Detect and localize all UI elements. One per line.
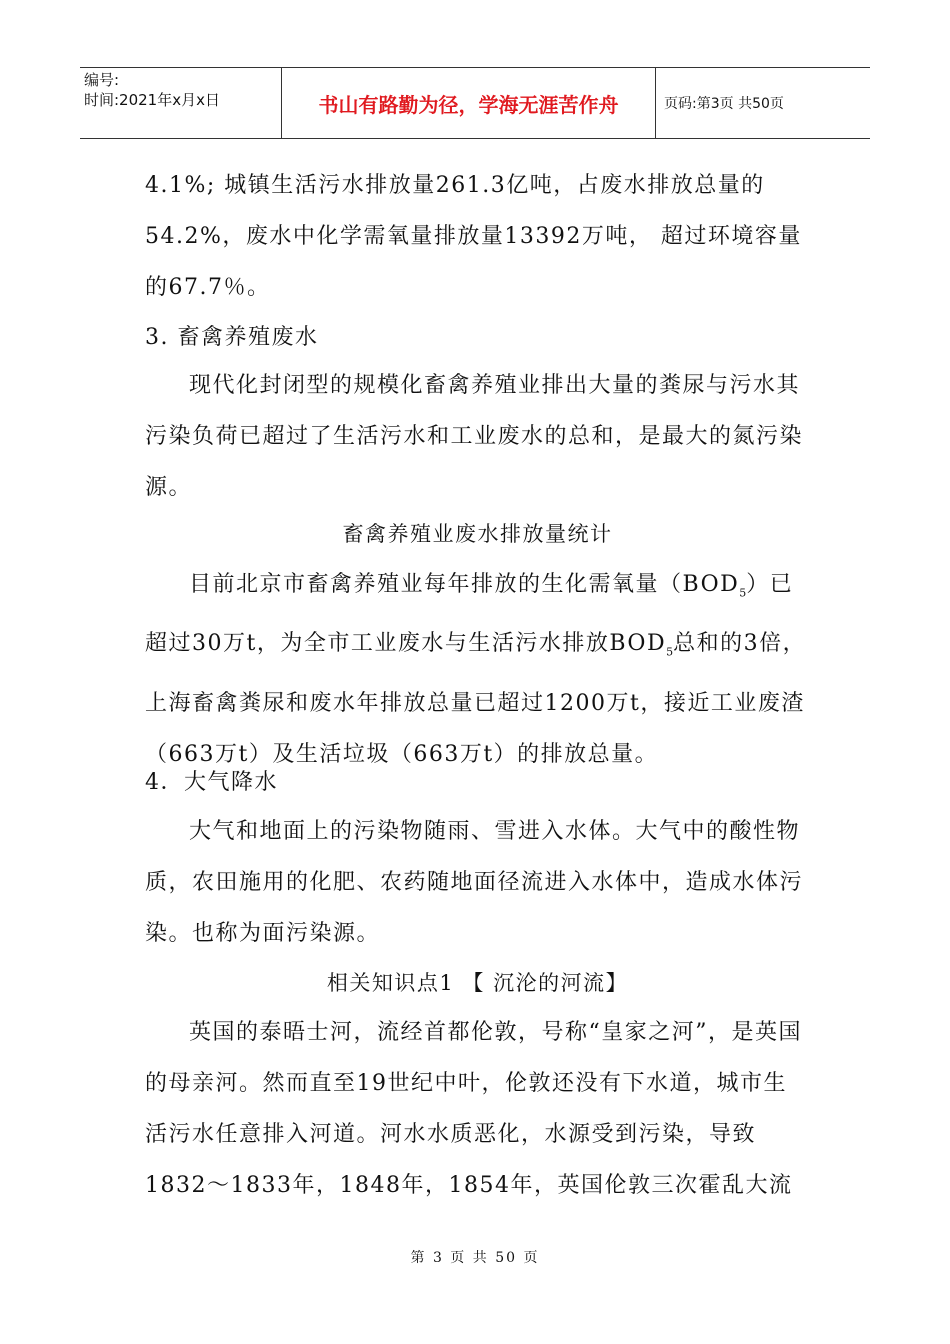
caption-knowledge-point: 相关知识点1 【 沉沦的河流】 [326,971,629,995]
subscript-5: 5 [666,645,674,659]
subscript-5: 5 [739,586,747,600]
paragraph-2: 现代化封闭型的规模化畜禽养殖业排出大量的粪尿与污水其污染负荷已超过了生活污水和工业废水的总和，是最大的氮污染源。 [145,373,804,500]
paragraph-1: 4.1%; 城镇生活污水排放量261.3亿吨，占废水排放总量的54.2%，废水中化学需氧量排放量13392万吨， 超过环境容量的67.7％。 [145,173,802,300]
page-header [80,67,870,139]
paragraph-3 [145,559,810,780]
time-label: 时间:2021年x月x日 [84,91,220,109]
number-label: 编号: [84,71,120,89]
header-motto: 书山有路勤为径，学海无涯苦作舟 [282,68,656,138]
header-page-info: 页码:第3页 共50页 [664,96,784,112]
section-heading-4: 4．大气降水 [145,770,278,795]
paragraph-5: 英国的泰晤士河，流经首都伦敦，号称“皇家之河”，是英国的母亲河。然而直至19世纪中叶，伦敦还没有下水道，城市生活污水任意排入河道。河水水质恶化，水源受到污染，导致1832～1833年，1848年，1854年，英国伦敦三次霍乱大流 [145,1020,802,1198]
paragraph-3-part-a: 目前北京市畜禽养殖业每年排放的生化需氧量（BOD [189,572,740,597]
section-heading-3: 3. 畜禽养殖废水 [145,325,319,350]
paragraph-3-part-c: 总和的3倍，上海畜禽粪尿和废水年排放总量已超过1200万t，接近工业废渣（663万t）及生活垃圾（663万t）的排放总量。 [145,631,807,767]
paragraph-4: 大气和地面上的污染物随雨、雪进入水体。大气中的酸性物质，农田施用的化肥、农药随地面径流进入水体中，造成水体污染。也称为面污染源。 [145,819,804,946]
paragraph-3-part-b: ）已超过30万t，为全市工业废水与生活污水排放BOD [145,572,794,657]
caption-livestock-stats: 畜禽养殖业废水排放量统计 [342,522,613,546]
header-meta [80,68,282,138]
page-footer: 第 3 页 共 50 页 [410,1250,540,1266]
